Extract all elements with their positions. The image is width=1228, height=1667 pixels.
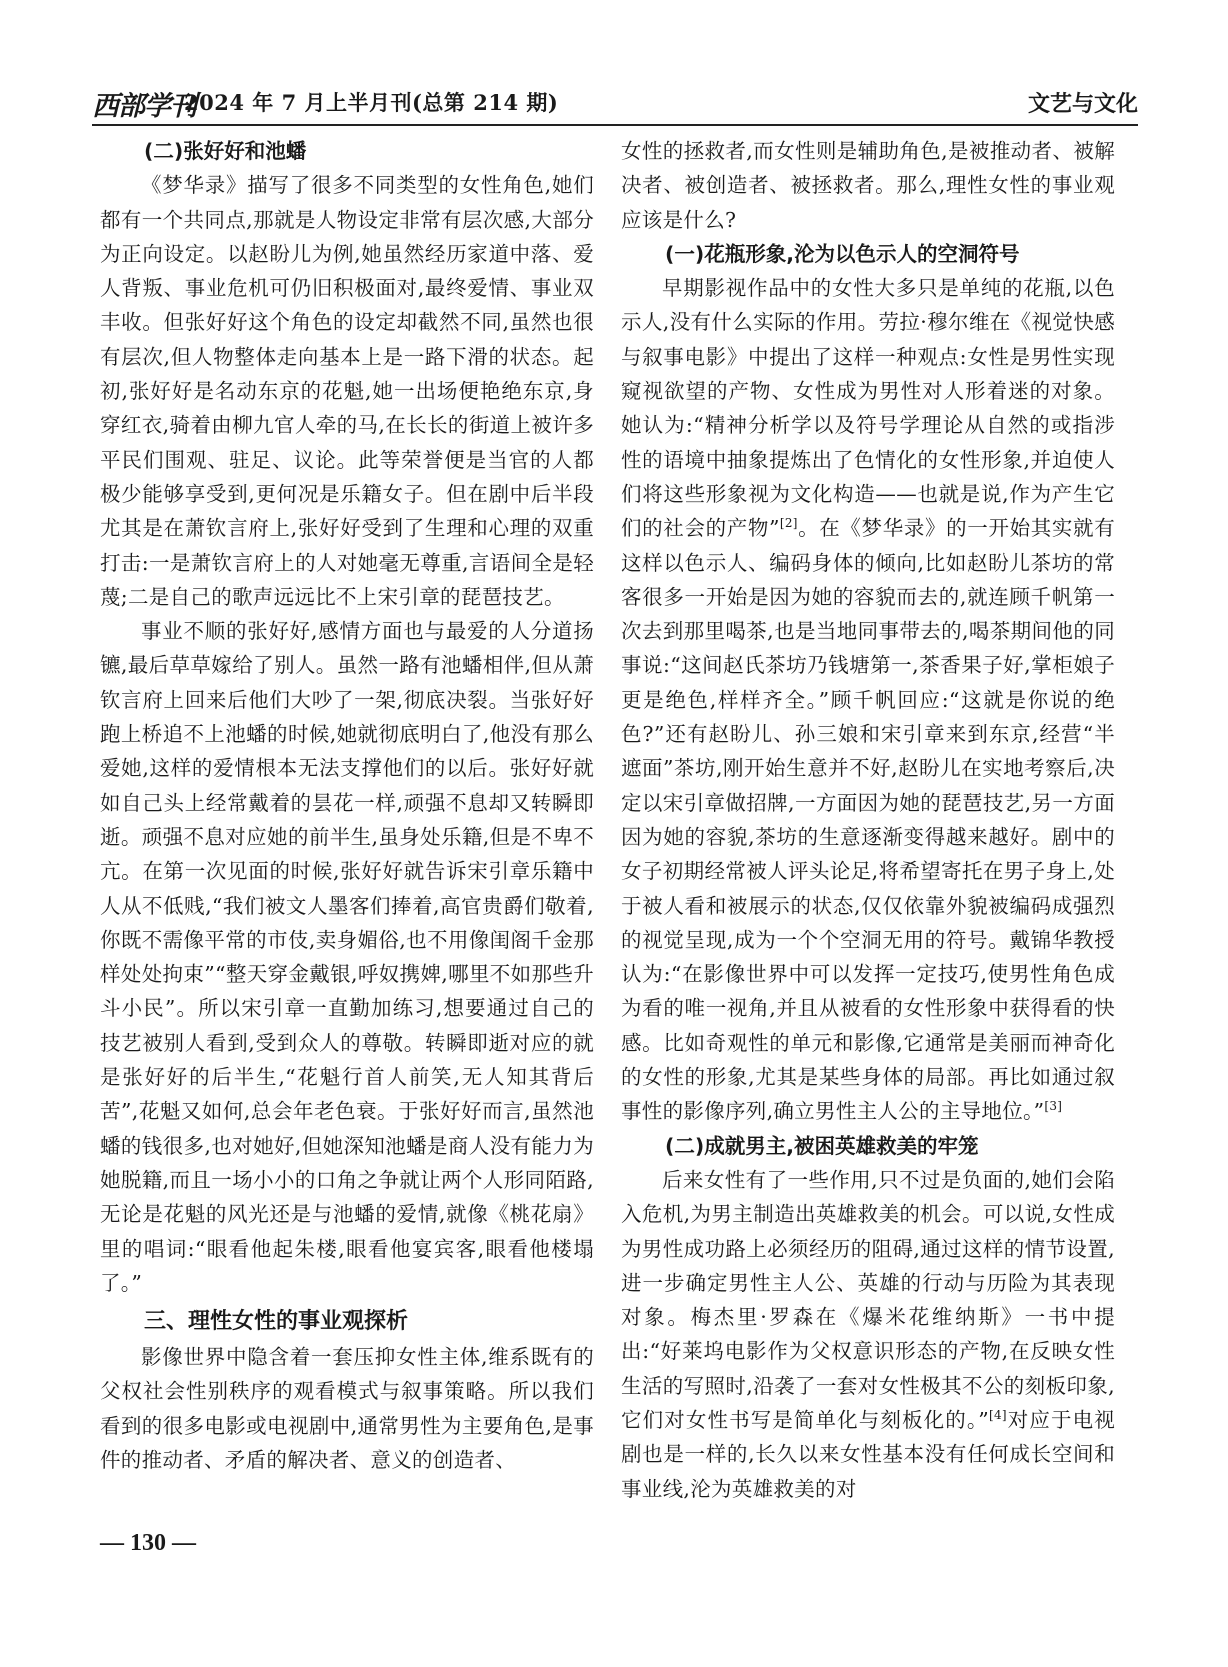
paragraph-continued: 女性的拯救者,而女性则是辅助角色,是被推动者、被解决者、被创造者、被拯救者。那么,理性女性的事业观应该是什么? <box>621 139 1115 232</box>
citation-ref: [3] <box>1044 1099 1063 1114</box>
journal-logo: 西部学刊 <box>92 91 196 122</box>
paragraph-text: 早期影视作品中的女性大多只是单纯的花瓶,以色示人,没有什么实际的作用。劳拉·穆尔维在《视觉快感与叙事电影》中提出了这样一种观点:女性是男性实现窥视欲望的产物、女性成为男性对人形着迷的对象。她认为:“精神分析学以及符号学理论从自然的或指涉性的语境中抽象提炼出了色情化的女性形象,并迫使人们将这些形象视为文化构造——也就是说,作为产生它们的社会的产物” <box>621 276 1115 541</box>
paragraph: 《梦华录》描写了很多不同类型的女性角色,她们都有一个共同点,那就是人物设定非常有层次感,大部分为正向设定。以赵盼儿为例,她虽然经历家道中落、爱人背叛、事业危机可仍旧积极面对,最终爱情、事业双丰收。但张好好这个角色的设定却截然不同,虽然也很有层次,但人物整体走向基本上是一路下滑的状态。起初,张好好是名动东京的花魁,她一出场便艳绝东京,身穿红衣,骑着由柳九官人牵的马,在长长的街道上被许多平民们围观、驻足、议论。此等荣誉便是当官的人都极少能够享受到,更何况是乐籍女子。但在剧中后半段尤其是在萧钦言府上,张好好受到了生理和心理的双重打击:一是萧钦言府上的人对她毫无尊重,言语间全是轻蔑;二是自己的歌声远远比不上宋引章的琵琶技艺。 <box>100 173 594 609</box>
paragraph: 事业不顺的张好好,感情方面也与最爱的人分道扬镳,最后草草嫁给了别人。虽然一路有池蟠相伴,但从萧钦言府上回来后他们大吵了一架,彻底决裂。当张好好跑上桥追不上池蟠的时候,她就彻底明白了,他没有那么爱她,这样的爱情根本无法支撑他们的以后。张好好就如自己头上经常戴着的昙花一样,顽强不息却又转瞬即逝。顽强不息对应她的前半生,虽身处乐籍,但是不卑不亢。在第一次见面的时候,张好好就告诉宋引章乐籍中人从不低贱,“我们被文人墨客们捧着,高官贵爵们敬着,你既不需像平常的市伎,卖身媚俗,也不用像闺阁千金那样处处拘束”“整天穿金戴银,呼奴携婢,哪里不如那些升斗小民”。所以宋引章一直勤加练习,想要通过自己的技艺被别人看到,受到众人的尊敬。转瞬即逝对应的就是张好好的后半生,“花魁行首人前笑,无人知其背后苦”,花魁又如何,总会年老色衰。于张好好而言,虽然池蟠的钱很多,也对她好,但她深知池蟠是商人没有能力为她脱籍,而且一场小小的口角之争就让两个人形同陌路,无论是花魁的风光还是与池蟠的爱情,就像《桃花扇》里的唱词:“眼看他起朱楼,眼看他宴宾客,眼看他楼塌了。” <box>100 619 594 1295</box>
right-column <box>621 134 1115 1506</box>
paragraph <box>621 271 1115 1128</box>
page-number: — 130 — <box>100 1530 196 1556</box>
issue-info: 2024 年 7 月上半月刊(总第 214 期) <box>184 90 559 115</box>
page-header <box>92 80 1138 120</box>
paragraph-text: 后来女性有了一些作用,只不过是负面的,她们会陷入危机,为男主制造出英雄救美的机会。可以说,女性成为男性成功路上必须经历的阻碍,通过这样的情节设置,进一步确定男性主人公、英雄的行动与历险为其表现对象。梅杰里·罗森在《爆米花维纳斯》一书中提出:“好莱坞电影作为父权意识形态的产物,在反映女性生活的写照时,沿袭了一套对女性极其不公的刻板印象,它们对女性书写是简单化与刻板化的。” <box>621 1167 1115 1432</box>
subsection-heading-zhang-haohao: (二)张好好和池蟠 <box>144 139 307 163</box>
header-divider <box>92 124 1138 126</box>
subsection-heading-vase-image: (一)花瓶形象,沦为以色示人的空洞符号 <box>665 241 1020 266</box>
section-name: 文艺与文化 <box>1027 92 1138 117</box>
subsection-heading-hero-rescue: (二)成就男主,被困英雄救美的牢笼 <box>665 1133 979 1158</box>
paragraph <box>621 1163 1115 1506</box>
paragraph-text: 。在《梦华录》的一开始其实就有这样以色示人、编码身体的倾向,比如赵盼儿茶坊的常客很多一开始是因为她的容貌而去的,就连顾千帆第一次去到那里喝茶,也是当地同事带去的,喝茶期间他的同事说:“这间赵氏茶坊乃钱塘第一,茶香果子好,掌柜娘子更是绝色,样样齐全。”顾千帆回应:“这就是你说的绝色?”还有赵盼儿、孙三娘和宋引章来到东京,经营“半遮面”茶坊,刚开始生意并不好,赵盼儿在实地考察后,决定以宋引章做招牌,一方面因为她的琵琶技艺,另一方面因为她的容貌,茶坊的生意逐渐变得越来越好。剧中的女子初期经常被人评头论足,将希望寄托在男子身上,处于被人看和被展示的状态,仅仅依靠外貌被编码成强烈的视觉呈现,成为一个个空洞无用的符号。戴锦华教授认为:“在影像世界中可以发挥一定技巧,使男性角色成为看的唯一视角,并且从被看的女性形象中获得看的快感。比如奇观性的单元和影像,它通常是美丽而神奇化的女性的形象,尤其是某些身体的局部。再比如通过叙事性的影像序列,确立男性主人公的主导地位。” <box>621 516 1116 1124</box>
citation-ref: [2] <box>779 516 798 531</box>
citation-ref: [4] <box>989 1408 1007 1423</box>
paragraph-text: 对应于电视剧也是一样的,长久以来女性基本没有任何成长空间和事业线,沦为英雄救美的对 <box>621 1407 1116 1501</box>
left-column <box>100 134 594 1477</box>
paragraph: 影像世界中隐含着一套压抑女性主体,维系既有的父权社会性别秩序的观看模式与叙事策略。所以我们看到的很多电影或电视剧中,通常男性为主要角色,是事件的推动者、矛盾的解决者、意义的创造者、 <box>100 1345 594 1472</box>
section-heading-career-view: 三、理性女性的事业观探析 <box>144 1309 409 1335</box>
